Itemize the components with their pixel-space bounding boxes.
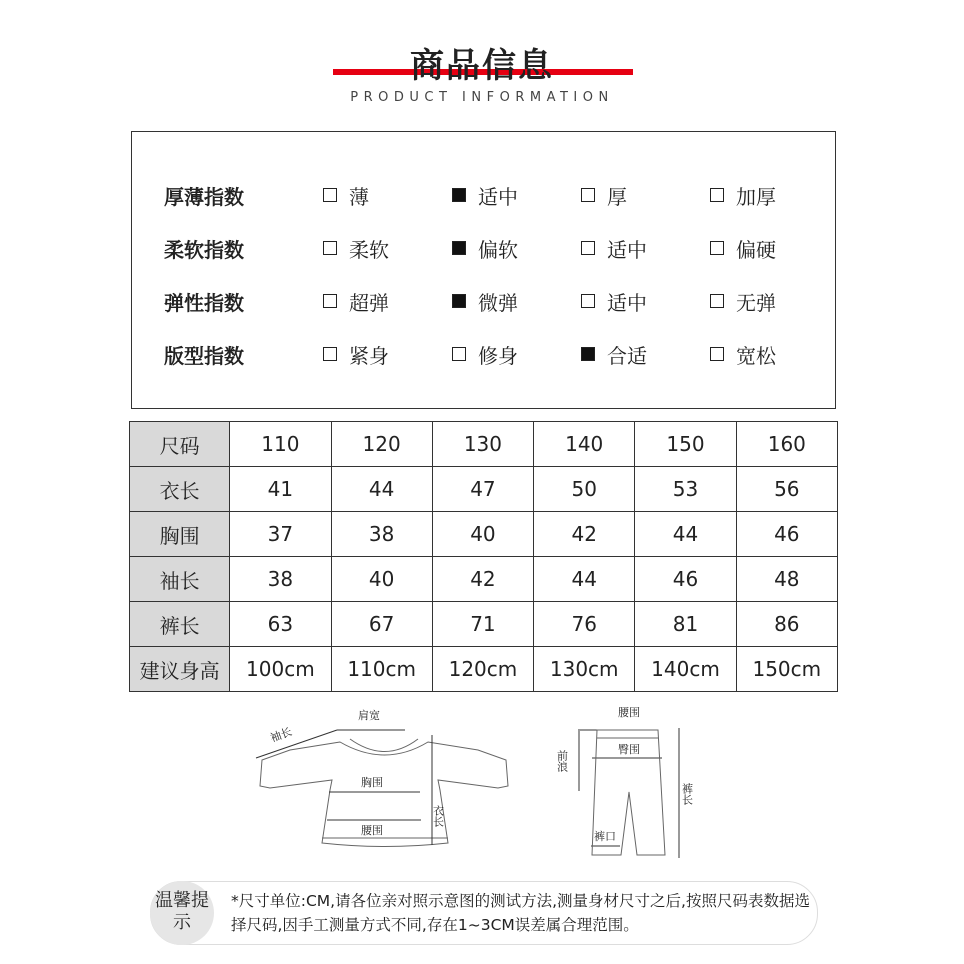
page-title: 商品信息 [410,46,554,86]
index-panel [131,131,836,409]
checked-checkbox-icon [452,188,466,202]
unchecked-checkbox-icon [323,188,337,202]
table-cell: 150 [635,422,736,467]
tip-label: 温馨提示 [150,881,214,945]
unchecked-checkbox-icon [710,241,724,255]
table-cell: 110 [230,422,331,467]
option-label: 超弹 [349,290,389,315]
option-label: 适中 [607,290,647,315]
option-label: 柔软 [349,237,389,262]
row-header: 袖长 [130,557,230,602]
index-option [452,287,581,316]
unchecked-checkbox-icon [581,294,595,308]
index-option [323,181,452,210]
table-cell: 40 [432,512,533,557]
table-cell: 38 [230,557,331,602]
table-cell: 44 [534,557,635,602]
index-option [710,287,839,316]
option-label: 加厚 [736,184,776,209]
index-row [164,233,839,263]
option-label: 适中 [478,184,518,209]
table-cell: 40 [331,557,432,602]
table-row [130,557,838,602]
index-label: 版型指数 [164,343,244,368]
label-rise: 前浪 [555,750,569,772]
table-cell: 44 [635,512,736,557]
unchecked-checkbox-icon [581,241,595,255]
index-option [323,287,452,316]
page-subtitle: PRODUCT INFORMATION [350,90,614,105]
table-cell: 160 [736,422,837,467]
option-label: 偏软 [478,237,518,262]
table-row [130,512,838,557]
table-row [130,647,838,692]
table-cell: 53 [635,467,736,512]
table-cell: 130 [432,422,533,467]
option-label: 无弹 [736,290,776,315]
index-row [164,339,839,369]
index-row [164,286,839,316]
table-cell: 42 [534,512,635,557]
index-label: 柔软指数 [164,237,244,262]
table-row [130,602,838,647]
label-hem: 裤口 [594,830,616,843]
option-label: 适中 [607,237,647,262]
index-option [323,234,452,263]
table-cell: 37 [230,512,331,557]
table-cell: 81 [635,602,736,647]
row-header: 衣长 [130,467,230,512]
index-label: 厚薄指数 [164,184,244,209]
table-cell: 46 [736,512,837,557]
option-label: 微弹 [478,290,518,315]
table-cell: 41 [230,467,331,512]
index-option [581,340,710,369]
table-cell: 48 [736,557,837,602]
option-label: 偏硬 [736,237,776,262]
checked-checkbox-icon [452,294,466,308]
checked-checkbox-icon [581,347,595,361]
tip-text: *尺寸单位:CM,请各位亲对照示意图的测试方法,测量身材尺寸之后,按照尺码表数据选择尺码,因手工测量方式不同,存在1~3CM误差属合理范围。 [231,892,810,934]
table-cell: 56 [736,467,837,512]
table-cell: 44 [331,467,432,512]
table-cell: 110cm [331,647,432,692]
table-row [130,422,838,467]
table-cell: 130cm [534,647,635,692]
label-pants-waist: 腰围 [618,706,640,719]
index-option [452,181,581,210]
index-option [452,234,581,263]
row-header: 裤长 [130,602,230,647]
table-cell: 47 [432,467,533,512]
option-label: 合适 [607,343,647,368]
index-option [710,340,839,369]
measurement-diagram [240,700,720,870]
table-cell: 100cm [230,647,331,692]
index-option [581,287,710,316]
table-cell: 67 [331,602,432,647]
index-option [581,181,710,210]
table-cell: 63 [230,602,331,647]
unchecked-checkbox-icon [581,188,595,202]
label-pants-length: 裤长 [680,783,694,805]
table-cell: 46 [635,557,736,602]
table-row [130,467,838,512]
option-label: 修身 [478,343,518,368]
label-sleeve: 袖长 [268,725,294,745]
label-shoulder: 肩宽 [358,709,380,722]
index-option [710,181,839,210]
unchecked-checkbox-icon [710,294,724,308]
unchecked-checkbox-icon [323,294,337,308]
index-option [452,340,581,369]
unchecked-checkbox-icon [323,241,337,255]
option-label: 厚 [607,184,627,209]
checked-checkbox-icon [452,241,466,255]
unchecked-checkbox-icon [452,347,466,361]
unchecked-checkbox-icon [323,347,337,361]
label-hip: 臀围 [618,743,640,756]
option-label: 宽松 [736,343,776,368]
index-label: 弹性指数 [164,290,244,315]
table-cell: 71 [432,602,533,647]
table-cell: 38 [331,512,432,557]
option-label: 薄 [349,184,369,209]
unchecked-checkbox-icon [710,347,724,361]
table-cell: 86 [736,602,837,647]
table-cell: 140 [534,422,635,467]
index-row [164,180,839,210]
label-length: 衣长 [431,805,445,827]
size-table [129,421,838,692]
table-cell: 120 [331,422,432,467]
table-cell: 150cm [736,647,837,692]
label-top-waist: 腰围 [361,824,383,837]
unchecked-checkbox-icon [710,188,724,202]
shirt-illustration [260,739,508,847]
table-cell: 50 [534,467,635,512]
table-cell: 120cm [432,647,533,692]
table-cell: 140cm [635,647,736,692]
row-header: 尺码 [130,422,230,467]
table-cell: 42 [432,557,533,602]
index-option [710,234,839,263]
index-option [323,340,452,369]
row-header: 胸围 [130,512,230,557]
table-cell: 76 [534,602,635,647]
index-option [581,234,710,263]
label-chest: 胸围 [361,776,383,789]
row-header: 建议身高 [130,647,230,692]
option-label: 紧身 [349,343,389,368]
